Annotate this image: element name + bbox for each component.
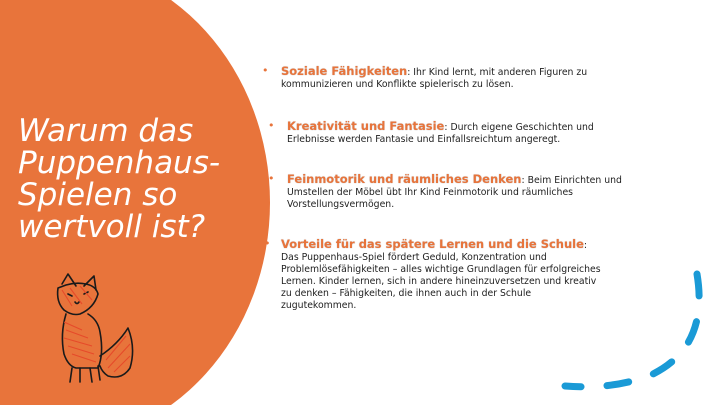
bullet-heading: Feinmotorik und räumliches Denken bbox=[287, 172, 522, 186]
bullet-text: zugutekommen. bbox=[281, 300, 357, 311]
bullet-text: : Beim Einrichten und bbox=[521, 175, 622, 186]
bullet-text: Das Puppenhaus-Spiel fördert Geduld, Konzentration und bbox=[281, 252, 547, 263]
dashed-arc-decoration bbox=[555, 260, 720, 405]
title-line: Spielen so bbox=[18, 177, 178, 213]
title-line: wertvoll ist? bbox=[18, 209, 206, 245]
bullet-text: Erlebnisse werden Fantasie und Einfallsreichtum angeregt. bbox=[287, 134, 561, 145]
bullet-text: Umstellen der Möbel übt Ihr Kind Feinmotorik und räumliches bbox=[287, 187, 574, 198]
bullet-dot-icon: • bbox=[268, 172, 275, 185]
bullet-text: : Durch eigene Geschichten und bbox=[444, 122, 594, 133]
title-line: Warum das bbox=[18, 113, 194, 149]
title-line: Puppenhaus- bbox=[18, 145, 221, 181]
bullet-heading: Kreativität und Fantasie bbox=[287, 119, 445, 133]
bullet-item bbox=[264, 238, 601, 312]
bullet-text: zu denken – Fähigkeiten, die ihnen auch in der Schule bbox=[281, 288, 532, 299]
bullet-text: Problemlösefähigkeiten – alles wichtige Grundlagen für erfolgreiches bbox=[281, 264, 601, 275]
bullet-text: Vorstellungsvermögen. bbox=[287, 199, 395, 210]
slide-title bbox=[18, 115, 258, 243]
bullet-text: : bbox=[583, 240, 588, 251]
bullet-dot-icon: • bbox=[264, 237, 271, 250]
bullet-item bbox=[262, 65, 587, 91]
fox-illustration-icon bbox=[42, 272, 152, 392]
bullet-heading: Vorteile für das spätere Lernen und die Schule bbox=[281, 237, 584, 251]
bullet-item bbox=[268, 120, 594, 146]
bullet-heading: Soziale Fähigkeiten bbox=[281, 64, 408, 78]
bullet-text: : Ihr Kind lernt, mit anderen Figuren zu bbox=[407, 67, 588, 78]
bullet-dot-icon: • bbox=[268, 119, 275, 132]
bullet-text: kommunizieren und Konflikte spielerisch zu lösen. bbox=[281, 79, 514, 90]
bullet-item bbox=[268, 173, 622, 211]
bullet-text: Lernen. Kinder lernen, sich in andere hineinzuversetzen und kreativ bbox=[281, 276, 597, 287]
bullet-dot-icon: • bbox=[262, 64, 269, 77]
